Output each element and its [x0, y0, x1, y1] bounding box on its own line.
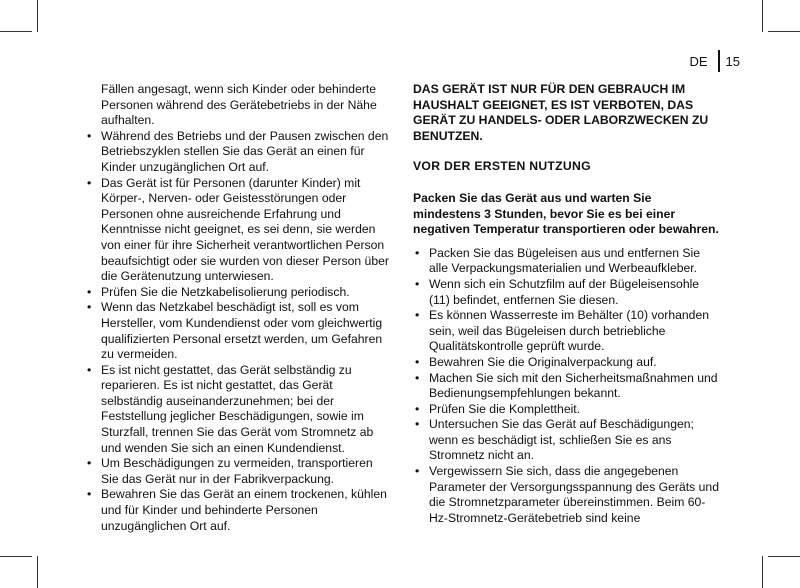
crop-mark: [762, 556, 763, 588]
list-item: • Während des Betriebs und der Pausen zwischen den Betriebszyklen stellen Sie das Gerät an einen für Kinder unzugänglichen Ort auf.: [85, 129, 390, 176]
list-item: • Machen Sie sich mit den Sicherheitsmaßnahmen und Bedienungsempfehlungen bekannt.: [413, 371, 721, 402]
list-item: • Prüfen Sie die Komplettheit.: [413, 402, 721, 418]
safety-list: [85, 129, 390, 534]
list-item: • Es ist nicht gestattet, das Gerät selbständig zu reparieren. Es ist nicht gestattet, das Gerät selbständig auseinanderzunehmen; bei der Feststellung jeglicher Beschädigungen, sowie im Sturzfall, trennen Sie das Gerät vom Stromnetz ab und wenden Sie sich an einen Kundendienst.: [85, 363, 390, 457]
right-column: [413, 82, 721, 526]
list-item: • Untersuchen Sie das Gerät auf Beschädigungen; wenn es beschädigt ist, schließen Sie es ans Stromnetz nicht an.: [413, 417, 721, 464]
list-item: • Bewahren Sie die Originalverpackung auf.: [413, 355, 721, 371]
continuation-text: Fällen angesagt, wenn sich Kinder oder behinderte Personen während des Gerätebetriebs in der Nähe aufhalten.: [101, 82, 377, 128]
crop-mark: [768, 31, 800, 32]
list-item: • Prüfen Sie die Netzkabelisolierung periodisch.: [85, 285, 390, 301]
crop-mark: [37, 556, 38, 588]
crop-mark: [768, 556, 800, 557]
household-warning: DAS GERÄT IST NUR FÜR DEN GEBRAUCH IM HAUSHALT GEEIGNET, ES IST VERBOTEN, DAS GERÄT ZU HANDELS- ODER LABORZWECKEN ZU BENUTZEN.: [413, 82, 709, 143]
crop-mark: [0, 31, 32, 32]
list-item: • Um Beschädigungen zu vermeiden, transportieren Sie das Gerät nur in der Fabrikverpackung.: [85, 456, 390, 487]
list-item: • Das Gerät ist für Personen (darunter Kinder) mit Körper-, Nerven- oder Geistesstörungen oder Personen ohne ausreichende Erfahrung und Kenntnisse nicht geeignet, es sei denn, sie werden von einer für ihre Sicherheit verantwortlichen Person beaufsichtigt oder sie wurden von dieser Person über die Gerätenutzung unterwiesen.: [85, 176, 390, 285]
crop-mark: [762, 0, 763, 32]
header-divider: [718, 50, 720, 72]
intro-paragraph: Packen Sie das Gerät aus und warten Sie mindestens 3 Stunden, bevor Sie es bei einer negativen Temperatur transportieren oder bewahren.: [413, 190, 719, 237]
language-code: DE: [689, 53, 708, 69]
first-use-list: [413, 246, 721, 527]
crop-mark: [37, 0, 38, 32]
page-number: 15: [725, 53, 740, 69]
list-item: • Es können Wasserreste im Behälter (10) vorhanden sein, weil das Bügeleisen durch betriebliche Qualitätskontrolle geprüft wurde.: [413, 308, 721, 355]
list-item: • Wenn das Netzkabel beschädigt ist, soll es vom Hersteller, vom Kundendienst oder vom gleichwertig qualifizierten Personal ersetzt werden, um Gefahren zu vermeiden.: [85, 300, 390, 362]
page-header: [689, 50, 740, 72]
list-item: • Bewahren Sie das Gerät an einem trockenen, kühlen und für Kinder und behinderte Personen unzugänglichen Ort auf.: [85, 487, 390, 534]
list-item: • Wenn sich ein Schutzfilm auf der Bügeleisensohle (11) befindet, entfernen Sie diesen.: [413, 277, 721, 308]
list-item: • Packen Sie das Bügeleisen aus und entfernen Sie alle Verpackungsmaterialien und Werbeaufkleber.: [413, 246, 721, 277]
section-title: VOR DER ERSTEN NUTZUNG: [413, 159, 591, 174]
left-column: [85, 82, 390, 534]
crop-mark: [0, 556, 32, 557]
list-item: • Vergewissern Sie sich, dass die angegebenen Parameter der Versorgungsspannung des Geräts und die Stromnetzparameter übereinstimmen. Beim 60-Hz-Stromnetz-Gerätebetrieb sind keine: [413, 464, 721, 526]
